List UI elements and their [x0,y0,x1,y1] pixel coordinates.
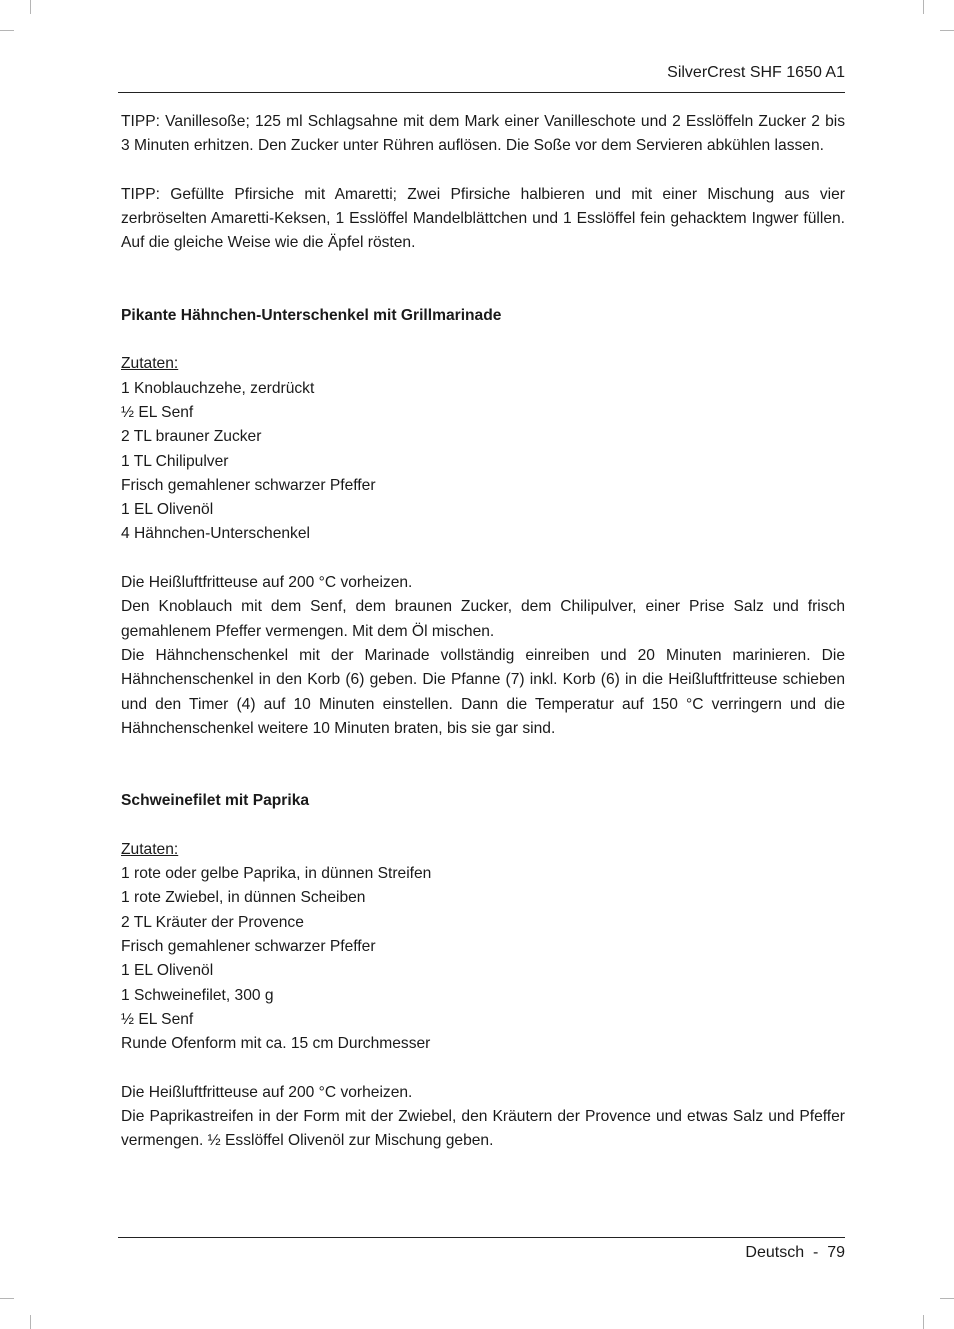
instruction-step: Die Paprikastreifen in der Form mit der Zwiebel, den Kräutern der Provence und etwas Salz und Pfeffer vermengen. ½ Esslöffel Olivenöl zur Mischung geben. [121,1107,845,1150]
ingredient-item: Frisch gemahlener schwarzer Pfeffer [121,476,376,494]
crop-mark [0,30,14,31]
ingredients-label: Zutaten: [121,355,179,373]
ingredient-item: 2 TL Kräuter der Provence [121,913,304,931]
ingredient-item: 1 rote Zwiebel, in dünnen Scheiben [121,889,366,907]
ingredient-item: Frisch gemahlener schwarzer Pfeffer [121,937,376,955]
tip-stuffed-peaches: TIPP: Gefüllte Pfirsiche mit Amaretti; Zwei Pfirsiche halbieren und mit einer Mischung aus vier zerbröselten Amaretti-Keksen, 1 Esslöffel Mandelblättchen und 1 Esslöffel fein gehacktem Ingwer füllen. Auf die gleiche Weise wie die Äpfel rösten. [121,185,845,252]
crop-mark [0,1298,14,1299]
ingredient-item: Runde Ofenform mit ca. 15 cm Durchmesser [121,1035,431,1053]
page-header [118,64,845,93]
ingredients-list [121,377,845,547]
ingredient-item: 1 EL Olivenöl [121,962,214,980]
instruction-step: Die Hähnchenschenkel mit der Marinade vollständig einreiben und 20 Minuten marinieren. Die Hähnchenschenkel in den Korb (6) geben. Die Pfanne (7) inkl. Korb (6) in die Heißluftfritteuse schieben und den Timer (4) auf 10 Minuten einstellen. Dann die Temperatur auf 150 °C verringern und die Hähnchenschenkel weitere 10 Minuten braten, bis sie gar sind. [121,646,845,737]
recipe-title: Schweinefilet mit Paprika [121,792,310,810]
instruction-step: Den Knoblauch mit dem Senf, dem braunen Zucker, dem Chilipulver, einer Prise Salz und frisch gemahlenem Pfeffer vermengen. Mit dem Öl mischen. [121,598,845,640]
crop-mark [940,30,954,31]
page-number: Deutsch - 79 [745,1244,845,1261]
tip-vanilla-sauce: TIPP: Vanillesoße; 125 ml Schlagsahne mit dem Mark einer Vanilleschote und 2 Esslöffeln Zucker 2 bis 3 Minuten erhitzen. Den Zucker unter Rühren auflösen. Die Soße vor dem Servieren abkühlen lassen. [121,113,845,155]
crop-mark [923,0,924,14]
ingredients-label: Zutaten: [121,840,179,858]
instruction-step: Die Heißluftfritteuse auf 200 °C vorheizen. [121,574,413,592]
crop-mark [30,0,31,14]
page-content [121,110,845,1154]
crop-mark [30,1315,31,1329]
ingredients-list [121,862,845,1056]
crop-mark [923,1315,924,1329]
recipe-title: Pikante Hähnchen-Unterschenkel mit Grillmarinade [121,306,502,324]
ingredient-item: ½ EL Senf [121,1010,194,1028]
crop-mark [940,1298,954,1299]
page-footer [118,1237,845,1261]
ingredient-item: 1 rote oder gelbe Paprika, in dünnen Streifen [121,865,432,883]
ingredient-item: 1 Schweinefilet, 300 g [121,986,274,1004]
ingredient-item: 4 Hähnchen-Unterschenkel [121,525,310,543]
ingredient-item: 1 TL Chilipulver [121,452,229,470]
ingredient-item: ½ EL Senf [121,403,194,421]
recipe-chicken-drumsticks [121,304,845,741]
ingredient-item: 2 TL brauner Zucker [121,428,262,446]
ingredient-item: 1 Knoblauchzehe, zerdrückt [121,379,315,397]
header-title: SilverCrest SHF 1650 A1 [667,64,845,81]
ingredient-item: 1 EL Olivenöl [121,501,214,519]
recipe-pork-fillet [121,789,845,1153]
instruction-step: Die Heißluftfritteuse auf 200 °C vorheizen. [121,1083,413,1101]
